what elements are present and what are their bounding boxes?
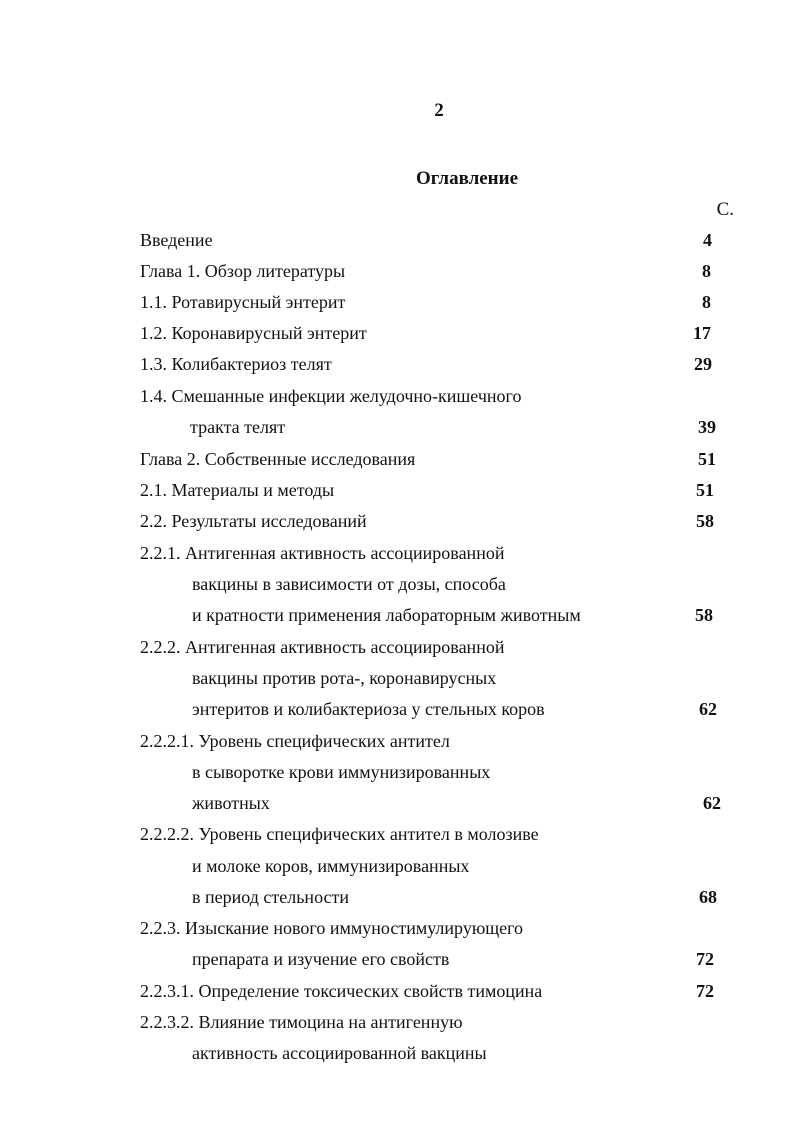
toc-entry-page: 8: [702, 292, 711, 312]
toc-entry: [0, 543, 793, 567]
toc-entry-text: активность ассоциированной вакцины: [192, 1043, 487, 1063]
toc-entry-page: 58: [695, 605, 713, 625]
toc-entry-page: 17: [693, 323, 711, 343]
toc-entry-page: 29: [694, 354, 712, 374]
toc-entry-text: Глава 1. Обзор литературы: [140, 261, 346, 281]
toc-entry: [0, 354, 793, 378]
toc-entry: [0, 731, 793, 755]
toc-entry: [0, 511, 793, 535]
toc-entry-text: 2.2.2.2. Уровень специфических антител в молозиве: [140, 824, 539, 844]
toc-entry-page: 72: [696, 981, 714, 1001]
toc-entry: [0, 762, 793, 786]
toc-entry: [0, 793, 793, 817]
toc-entry-text: и кратности применения лабораторным животным: [192, 605, 581, 625]
toc-entry-text: в период стельности: [192, 887, 349, 907]
toc-entry-page: 62: [699, 699, 717, 719]
toc-entry: [0, 981, 793, 1005]
toc-entry-text: 2.2.2. Антигенная активность ассоциированной: [140, 637, 505, 657]
toc-entry-text: 2.2.3.2. Влияние тимоцина на антигенную: [140, 1012, 463, 1032]
toc-entry-text: 1.3. Колибактериоз телят: [140, 354, 332, 374]
toc-entry-page: 39: [698, 417, 716, 437]
toc-entry: [0, 292, 793, 316]
toc-entry-page: 72: [696, 949, 714, 969]
toc-title: Оглавление: [415, 168, 519, 189]
toc-entry-page: 4: [703, 230, 712, 250]
toc-entry-page: 51: [696, 480, 714, 500]
toc-entry-text: 2.2.3.1. Определение токсических свойств тимоцина: [140, 981, 543, 1001]
toc-entry-text: в сыворотке крови иммунизированных: [192, 762, 491, 782]
toc-entry-text: животных: [192, 793, 270, 813]
toc-entry-text: тракта телят: [190, 417, 286, 437]
toc-entry-page: 62: [703, 793, 721, 813]
toc-entry: [0, 605, 793, 629]
toc-entry: [0, 386, 793, 410]
toc-entry: [0, 417, 793, 441]
toc-entry: [0, 668, 793, 692]
toc-entry-text: 2.2.3. Изыскание нового иммуностимулирующего: [140, 918, 524, 938]
toc-entry-page: 8: [702, 261, 711, 281]
toc-entry-text: 2.2. Результаты исследований: [140, 511, 367, 531]
toc-entry: [0, 824, 793, 848]
toc-entry: [0, 637, 793, 661]
toc-entry-text: 1.2. Коронавирусный энтерит: [140, 323, 367, 343]
toc-entry-text: 2.2.1. Антигенная активность ассоциированной: [140, 543, 505, 563]
toc-entry-text: вакцины в зависимости от дозы, способа: [192, 574, 506, 594]
toc-entry: [0, 1043, 793, 1067]
toc-entry-text: 2.1. Материалы и методы: [140, 480, 335, 500]
toc-entry-page: 68: [699, 887, 717, 907]
toc-entry: [0, 449, 793, 473]
toc-entry-text: препарата и изучение его свойств: [192, 949, 450, 969]
page-column-header: С.: [716, 199, 734, 220]
toc-entry-page: 58: [696, 511, 714, 531]
toc-entry-text: 1.4. Смешанные инфекции желудочно-кишечного: [140, 386, 522, 406]
toc-entry-text: вакцины против рота-, коронавирусных: [192, 668, 497, 688]
toc-entry: [0, 261, 793, 285]
toc-entry: [0, 230, 793, 254]
toc-entry-text: Глава 2. Собственные исследования: [140, 449, 416, 469]
toc-entry: [0, 1012, 793, 1036]
toc-entry-text: и молоке коров, иммунизированных: [192, 856, 470, 876]
toc-entry: [0, 480, 793, 504]
toc-entry-page: 51: [698, 449, 716, 469]
toc-entry: [0, 887, 793, 911]
toc-entry: [0, 574, 793, 598]
toc-entry-text: 2.2.2.1. Уровень специфических антител: [140, 731, 450, 751]
toc-entry-text: энтеритов и колибактериоза у стельных коров: [192, 699, 545, 719]
page-number: 2: [434, 100, 444, 121]
toc-entry: [0, 949, 793, 973]
toc-entry: [0, 699, 793, 723]
toc-entry: [0, 918, 793, 942]
toc-entry-text: 1.1. Ротавирусный энтерит: [140, 292, 346, 312]
toc-entry-text: Введение: [140, 230, 213, 250]
toc-entry: [0, 856, 793, 880]
toc-entry: [0, 323, 793, 347]
